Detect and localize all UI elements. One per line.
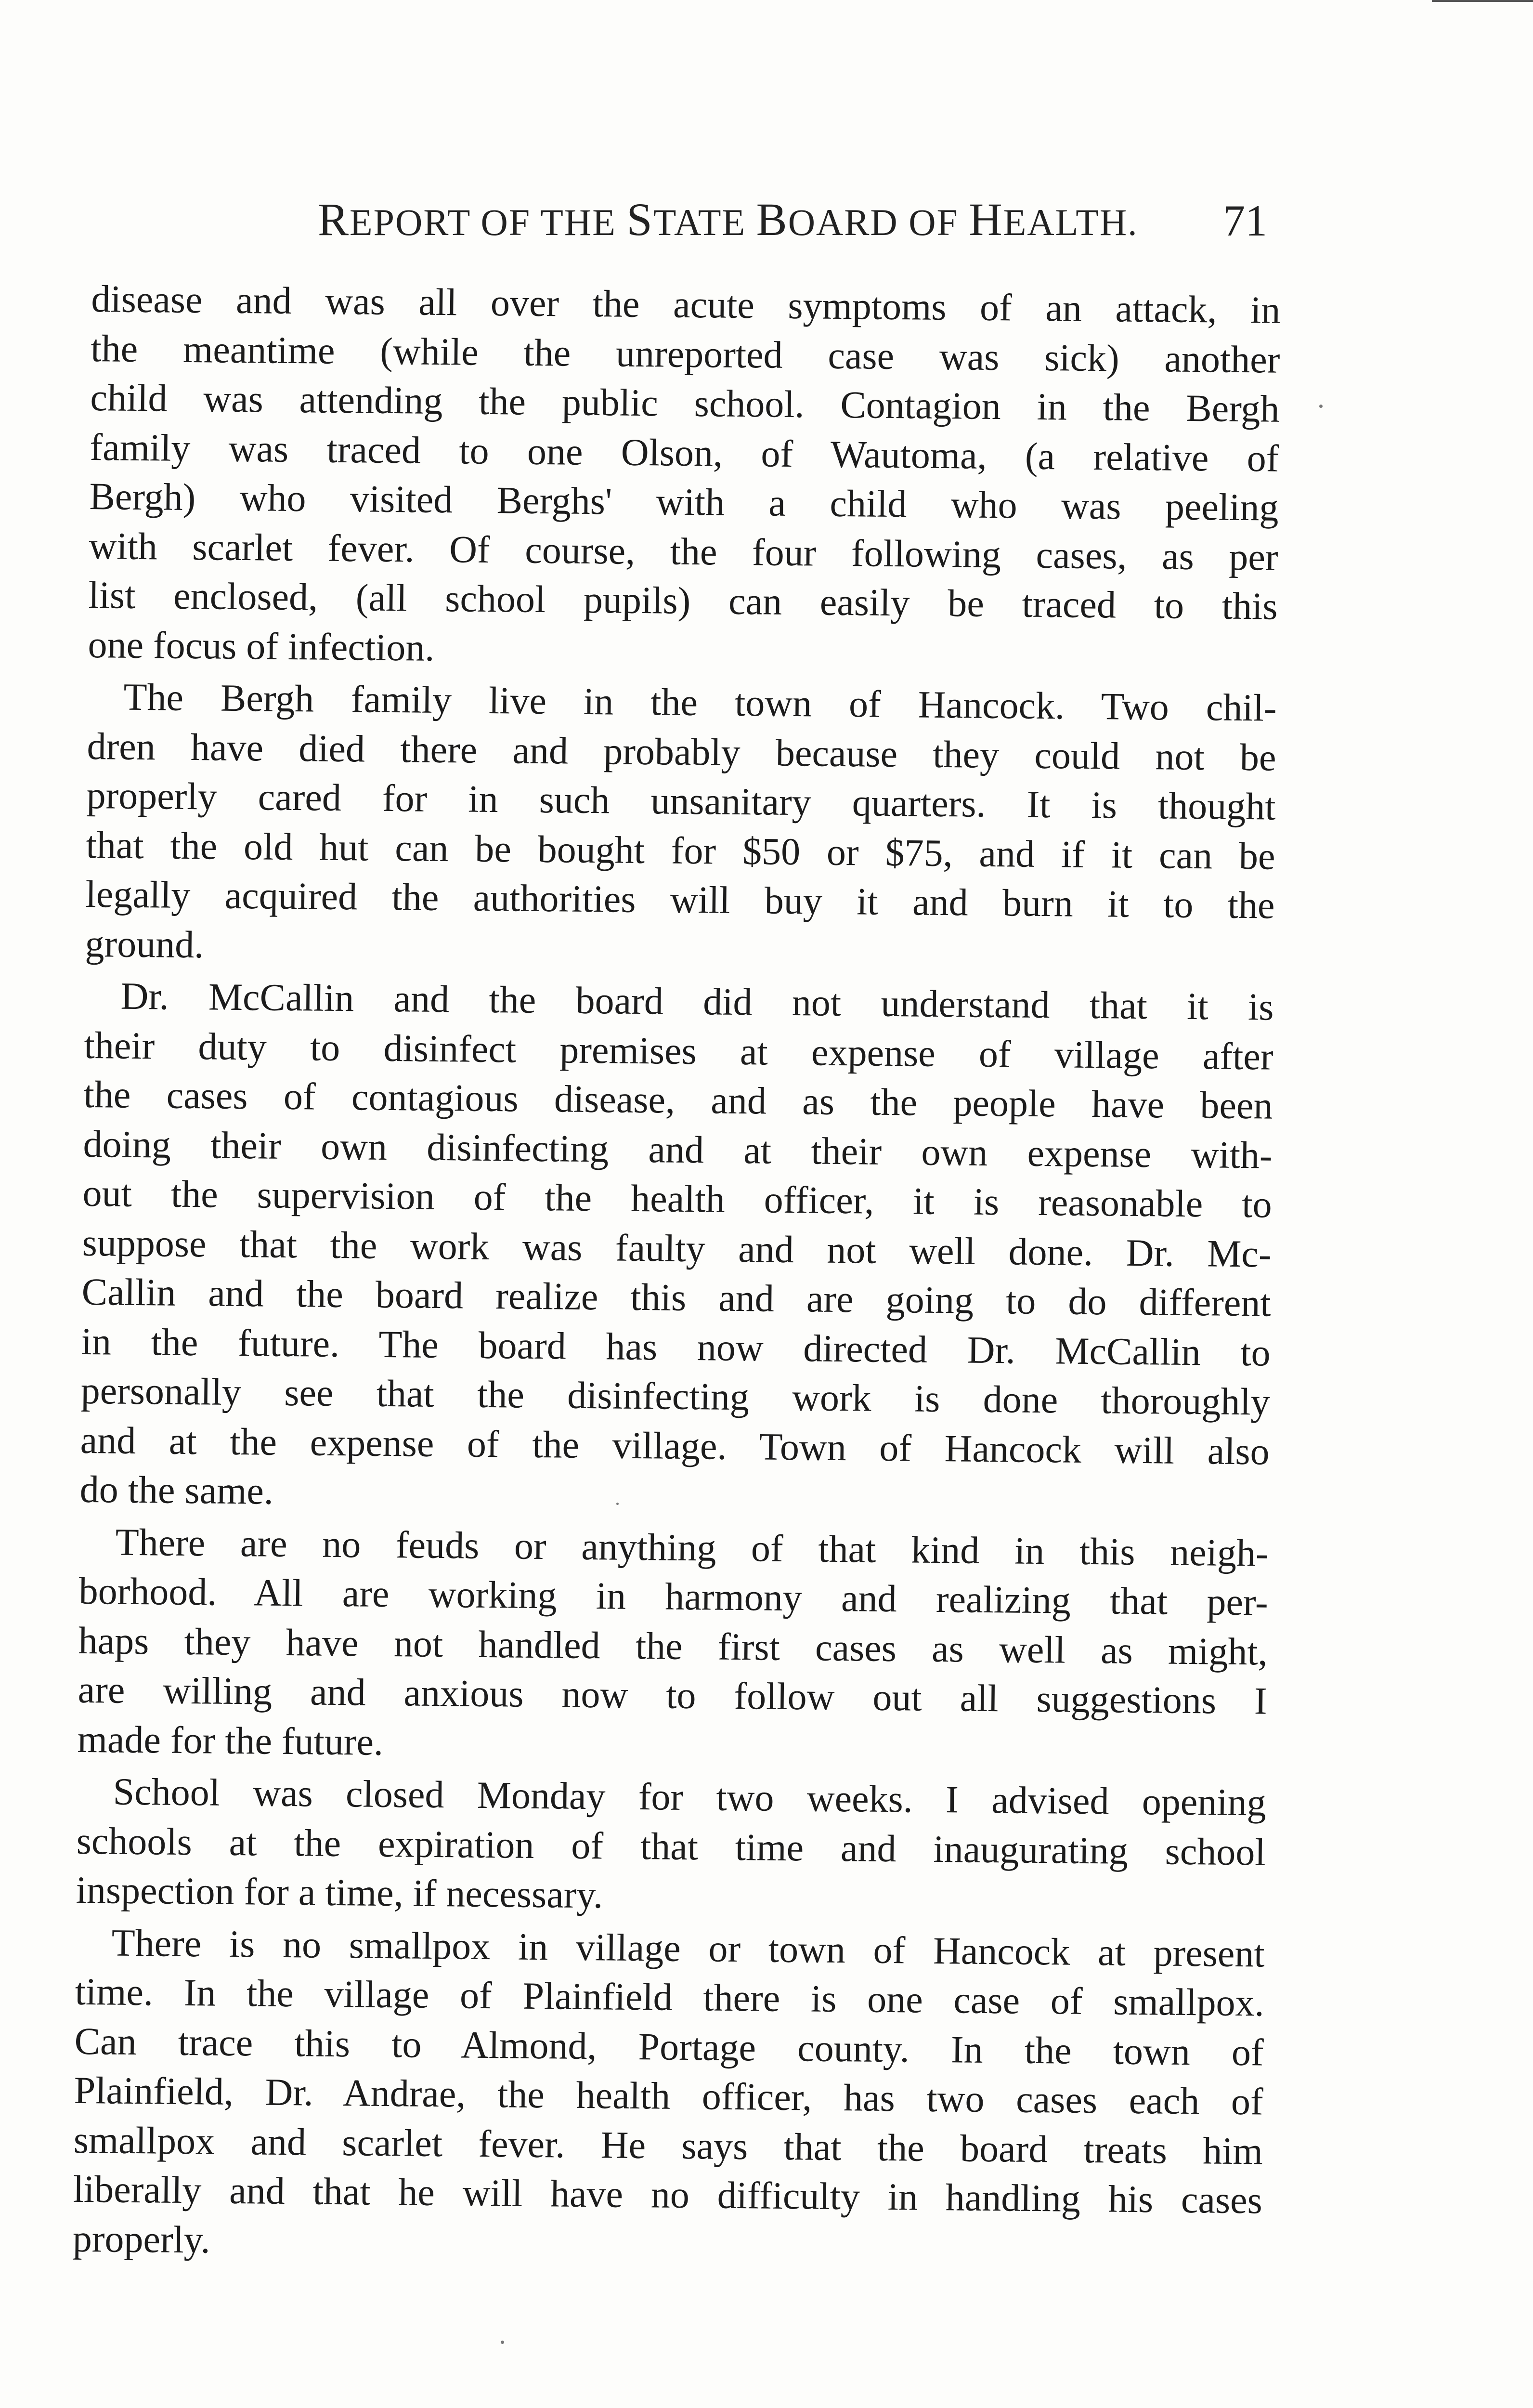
text-line: personally see that the disinfecting work is done thoroughly xyxy=(80,1369,1271,1424)
scan-speck xyxy=(1319,405,1323,408)
header-text-3: OARD OF xyxy=(788,201,969,243)
text-line: one focus of infection. xyxy=(88,623,435,669)
header-text-1: EPORT OF THE xyxy=(350,201,627,243)
scan-speck xyxy=(501,2341,504,2344)
text-line: Can trace this to Almond, Portage county. In the town of xyxy=(74,2020,1264,2074)
text-line: out the supervision of the health officer, it is reasonable to xyxy=(82,1172,1272,1226)
paragraph-6 xyxy=(72,1918,1265,2275)
text-line: doing their own disinfecting and at their own expense with- xyxy=(83,1123,1273,1177)
page-number: 71 xyxy=(1223,196,1267,245)
text-line: properly cared for in such unsanitary quarters. It is thought xyxy=(86,774,1276,828)
header-cap-s: S xyxy=(626,194,653,245)
paragraph-1 xyxy=(88,275,1281,681)
text-line: liberally and that he will have no difficulty in handling his cases xyxy=(73,2168,1263,2222)
text-line: haps they have not handled the first cases as well as might, xyxy=(78,1619,1268,1674)
text-line: family was traced to one Olson, of Wautoma, (a relative of xyxy=(90,426,1279,480)
scan-edge-rule xyxy=(1432,0,1533,2)
text-line: The Bergh family live in the town of Hancock. Two chil- xyxy=(123,676,1277,730)
text-line: Bergh) who visited Berghs' with a child who was peeling xyxy=(89,475,1279,529)
paragraph-4 xyxy=(77,1517,1269,1775)
header-cap-h: H xyxy=(969,194,1003,245)
body-text xyxy=(72,275,1281,2275)
text-line: smallpox and scarlet fever. He says that the board treats him xyxy=(73,2119,1263,2173)
text-line: Dr. McCallin and the board did not understand that it is xyxy=(120,975,1274,1029)
text-line: are willing and anxious now to follow out all suggestions I xyxy=(78,1668,1268,1723)
text-line: ground. xyxy=(85,922,204,966)
paragraph-2 xyxy=(85,672,1277,980)
text-line: the cases of contagious disease, and as the people have been xyxy=(83,1073,1273,1127)
scan-speck xyxy=(616,1503,619,1505)
text-line: in the future. The board has now directed Dr. McCallin to xyxy=(81,1320,1271,1374)
text-line: Plainfield, Dr. Andrae, the health officer, has two cases each of xyxy=(74,2069,1264,2123)
text-line: schools at the expiration of that time and inaugurating school xyxy=(76,1819,1266,1874)
running-header xyxy=(318,193,1281,246)
header-text-4: EALTH. xyxy=(1003,201,1138,243)
text-line: the meantime (while the unreported case was sick) another xyxy=(91,327,1280,381)
text-line: dren have died there and probably because they could not be xyxy=(87,725,1276,779)
text-line: and at the expense of the village. Town of Hancock will also xyxy=(80,1419,1270,1473)
text-line: inspection for a time, if necessary. xyxy=(76,1869,603,1917)
text-line: their duty to disinfect premises at expense of village after xyxy=(84,1024,1273,1078)
paragraph-3 xyxy=(79,971,1274,1526)
text-line: time. In the village of Plainfield there is one case of smallpox. xyxy=(75,1970,1265,2025)
text-line: There are no feuds or anything of that kind in this neigh- xyxy=(115,1521,1269,1575)
text-line: borhood. All are working in harmony and realizing that per- xyxy=(78,1570,1269,1624)
text-line: Callin and the board realize this and are going to do different xyxy=(81,1270,1272,1325)
text-line: do the same. xyxy=(79,1468,274,1513)
text-line: child was attending the public school. Contagion in the Bergh xyxy=(90,376,1280,431)
text-line: School was closed Monday for two weeks. I advised opening xyxy=(113,1770,1267,1824)
text-line: legally acquired the authorities will buy it and burn it to the xyxy=(85,873,1275,927)
text-line: made for the future. xyxy=(77,1718,384,1764)
text-line: disease and was all over the acute symptoms of an attack, in xyxy=(91,277,1281,332)
text-line: properly. xyxy=(72,2217,211,2262)
text-line: list enclosed, (all school pupils) can easily be traced to this xyxy=(88,574,1278,628)
text-line: that the old hut can be bought for $50 or $75, and if it can be xyxy=(86,824,1275,878)
header-cap-r: R xyxy=(318,194,350,245)
text-line: suppose that the work was faulty and not well done. Dr. Mc- xyxy=(82,1221,1272,1276)
header-text-2: TATE xyxy=(653,201,756,243)
text-line: with scarlet fever. Of course, the four following cases, as per xyxy=(89,524,1278,579)
text-line: There is no smallpox in village or town of Hancock at present xyxy=(111,1922,1265,1976)
header-cap-b: B xyxy=(756,194,788,245)
paragraph-5 xyxy=(76,1767,1266,1926)
